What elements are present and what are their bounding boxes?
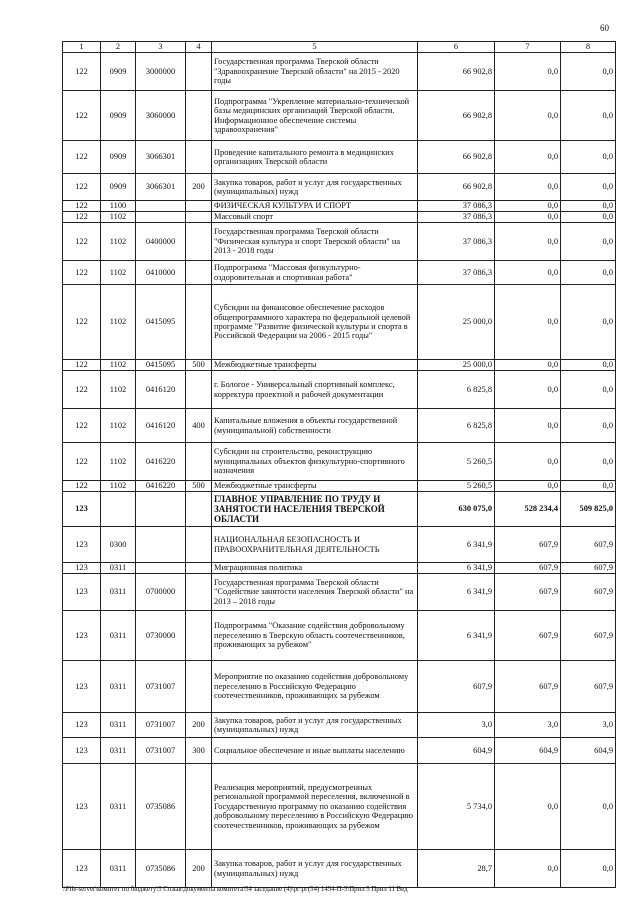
table-row: [63, 574, 616, 611]
expense-type-cell: 200: [186, 850, 212, 888]
header-cell: 5: [212, 42, 418, 53]
admin-code-cell: 122: [63, 261, 101, 285]
target-article-cell: 0416220: [136, 481, 186, 492]
target-article-cell: 0415095: [136, 285, 186, 360]
item-name-cell: Подпрограмма "Оказание содействия добровольному переселению в Тверскую область соотечественников, проживающих за рубежом": [212, 611, 418, 661]
table-row: [63, 409, 616, 443]
section-code-cell: 0300: [101, 527, 136, 563]
amount-cell: 0,0: [495, 409, 561, 443]
admin-code-cell: 123: [63, 713, 101, 738]
table-row: [63, 527, 616, 563]
target-article-cell: 3000000: [136, 53, 186, 91]
table-row: [63, 661, 616, 713]
table-row: [63, 360, 616, 371]
section-code-cell: 1102: [101, 212, 136, 223]
section-code-cell: 1102: [101, 481, 136, 492]
table-row: [63, 481, 616, 492]
admin-code-cell: 123: [63, 563, 101, 574]
item-name-cell: Субсидии на финансовое обеспечение расходов общепрограммного характера по федеральной целевой программе "Развитие физической культуры и спорта в Российской Федерации на 2006 - 2015 годы": [212, 285, 418, 360]
target-article-cell: 0730000: [136, 611, 186, 661]
budget-table: [62, 41, 616, 888]
amount-cell: 0,0: [495, 174, 561, 201]
item-name-cell: Социальное обеспечение и иные выплаты населению: [212, 738, 418, 764]
admin-code-cell: 122: [63, 409, 101, 443]
expense-type-cell: [186, 764, 212, 850]
table-body: [63, 53, 616, 888]
section-code-cell: 0909: [101, 141, 136, 174]
section-code-cell: 0909: [101, 53, 136, 91]
amount-cell: 0,0: [495, 141, 561, 174]
header-cell: 1: [63, 42, 101, 53]
target-article-cell: 3060000: [136, 91, 186, 141]
amount-cell: 0,0: [495, 201, 561, 212]
amount-cell: 37 086,3: [418, 261, 495, 285]
section-code-cell: 0311: [101, 563, 136, 574]
expense-type-cell: 500: [186, 481, 212, 492]
amount-cell: 0,0: [561, 764, 616, 850]
table-row: [63, 212, 616, 223]
section-code-cell: 1100: [101, 201, 136, 212]
admin-code-cell: 122: [63, 174, 101, 201]
item-name-cell: ГЛАВНОЕ УПРАВЛЕНИЕ ПО ТРУДУ И ЗАНЯТОСТИ НАСЕЛЕНИЯ ТВЕРСКОЙ ОБЛАСТИ: [212, 492, 418, 527]
item-name-cell: Государственная программа Тверской области "Здравоохранение Тверской области" на 2015 - 2020 годы: [212, 53, 418, 91]
amount-cell: 0,0: [561, 850, 616, 888]
item-name-cell: Государственная программа Тверской области "Содействие занятости населения Тверской области" на 2013 – 2018 годы: [212, 574, 418, 611]
file-path-footer: \\File-server\комитет по бюджету\5 Созыв\документы комитета\54 заседание (4)\рг\рг(54) 1454-П-5\Прил 5 Прил 11 Вед: [62, 886, 408, 893]
section-code-cell: 0311: [101, 713, 136, 738]
page-number: 60: [600, 23, 609, 33]
item-name-cell: Закупка товаров, работ и услуг для государственных (муниципальных) нужд: [212, 713, 418, 738]
amount-cell: 3,0: [418, 713, 495, 738]
expense-type-cell: [186, 527, 212, 563]
admin-code-cell: 123: [63, 738, 101, 764]
target-article-cell: [136, 563, 186, 574]
target-article-cell: 0416120: [136, 409, 186, 443]
admin-code-cell: 123: [63, 764, 101, 850]
section-code-cell: 1102: [101, 409, 136, 443]
amount-cell: 6 825,8: [418, 371, 495, 409]
amount-cell: 0,0: [561, 481, 616, 492]
amount-cell: 0,0: [561, 201, 616, 212]
table-row: [63, 285, 616, 360]
amount-cell: 66 902,8: [418, 141, 495, 174]
header-cell: 2: [101, 42, 136, 53]
expense-type-cell: [186, 492, 212, 527]
section-code-cell: 0311: [101, 764, 136, 850]
item-name-cell: Миграционная политика: [212, 563, 418, 574]
expense-type-cell: [186, 91, 212, 141]
amount-cell: 3,0: [561, 713, 616, 738]
section-code-cell: 1102: [101, 261, 136, 285]
amount-cell: 0,0: [495, 91, 561, 141]
target-article-cell: 0731007: [136, 661, 186, 713]
item-name-cell: НАЦИОНАЛЬНАЯ БЕЗОПАСНОСТЬ И ПРАВООХРАНИТЕЛЬНАЯ ДЕЯТЕЛЬНОСТЬ: [212, 527, 418, 563]
section-code-cell: 0311: [101, 850, 136, 888]
amount-cell: 0,0: [561, 285, 616, 360]
section-code-cell: 0909: [101, 91, 136, 141]
table-row: [63, 738, 616, 764]
expense-type-cell: [186, 285, 212, 360]
amount-cell: 0,0: [495, 371, 561, 409]
item-name-cell: Реализация мероприятий, предусмотренных региональной программой переселения, включенной в Государственную программу по оказанию содействия добровольному переселению в Российскую Федерацию соотечественников, проживающих за рубежом: [212, 764, 418, 850]
expense-type-cell: 200: [186, 713, 212, 738]
table-row: [63, 261, 616, 285]
amount-cell: 0,0: [561, 53, 616, 91]
header-cell: 6: [418, 42, 495, 53]
table-row: [63, 141, 616, 174]
amount-cell: 25 000,0: [418, 360, 495, 371]
admin-code-cell: 122: [63, 443, 101, 481]
table-row: [63, 443, 616, 481]
item-name-cell: Закупка товаров, работ и услуг для государственных (муниципальных) нужд: [212, 850, 418, 888]
amount-cell: 0,0: [561, 174, 616, 201]
amount-cell: 604,9: [561, 738, 616, 764]
amount-cell: 604,9: [495, 738, 561, 764]
amount-cell: 0,0: [561, 371, 616, 409]
target-article-cell: [136, 201, 186, 212]
amount-cell: 0,0: [495, 285, 561, 360]
amount-cell: 0,0: [495, 764, 561, 850]
section-code-cell: 0311: [101, 661, 136, 713]
amount-cell: 607,9: [418, 661, 495, 713]
section-code-cell: 0909: [101, 174, 136, 201]
table-row: [63, 91, 616, 141]
section-code-cell: [101, 492, 136, 527]
amount-cell: 0,0: [495, 223, 561, 261]
admin-code-cell: 122: [63, 212, 101, 223]
item-name-cell: Подпрограмма "Массовая физкультурно-оздоровительная и спортивная работа": [212, 261, 418, 285]
item-name-cell: Подпрограмма "Укрепление материально-технической базы медицинских организаций Тверской области. Информационное обеспечение системы здравоохранения": [212, 91, 418, 141]
expense-type-cell: 400: [186, 409, 212, 443]
amount-cell: 28,7: [418, 850, 495, 888]
amount-cell: 66 902,8: [418, 174, 495, 201]
amount-cell: 607,9: [561, 661, 616, 713]
amount-cell: 6 341,9: [418, 527, 495, 563]
amount-cell: 528 234,4: [495, 492, 561, 527]
table-row: [63, 201, 616, 212]
amount-cell: 0,0: [561, 261, 616, 285]
target-article-cell: 0731007: [136, 738, 186, 764]
amount-cell: 5 260,5: [418, 443, 495, 481]
target-article-cell: 0735086: [136, 764, 186, 850]
admin-code-cell: 122: [63, 285, 101, 360]
header-cell: 7: [495, 42, 561, 53]
target-article-cell: 0735086: [136, 850, 186, 888]
amount-cell: 0,0: [495, 261, 561, 285]
expense-type-cell: [186, 611, 212, 661]
section-code-cell: 1102: [101, 285, 136, 360]
header-row: [63, 42, 616, 53]
section-code-cell: 1102: [101, 360, 136, 371]
target-article-cell: 0416220: [136, 443, 186, 481]
amount-cell: 607,9: [495, 563, 561, 574]
admin-code-cell: 122: [63, 201, 101, 212]
admin-code-cell: 123: [63, 574, 101, 611]
amount-cell: 607,9: [561, 611, 616, 661]
amount-cell: 37 086,3: [418, 223, 495, 261]
table-row: [63, 611, 616, 661]
expense-type-cell: [186, 574, 212, 611]
admin-code-cell: 123: [63, 611, 101, 661]
amount-cell: 0,0: [495, 481, 561, 492]
table-row: [63, 371, 616, 409]
table-row: [63, 850, 616, 888]
amount-cell: 0,0: [495, 850, 561, 888]
expense-type-cell: 300: [186, 738, 212, 764]
item-name-cell: Межбюджетные трансферты: [212, 481, 418, 492]
amount-cell: 607,9: [561, 527, 616, 563]
amount-cell: 0,0: [561, 360, 616, 371]
item-name-cell: Капитальные вложения в объекты государственной (муниципальной) собственности: [212, 409, 418, 443]
amount-cell: 0,0: [495, 53, 561, 91]
section-code-cell: 0311: [101, 611, 136, 661]
section-code-cell: 1102: [101, 443, 136, 481]
amount-cell: 0,0: [495, 443, 561, 481]
expense-type-cell: [186, 661, 212, 713]
amount-cell: 0,0: [561, 443, 616, 481]
item-name-cell: Субсидии на строительство, реконструкцию муниципальных объектов физкультурно-спортивного назначения: [212, 443, 418, 481]
expense-type-cell: [186, 563, 212, 574]
table-row: [63, 713, 616, 738]
amount-cell: 630 075,0: [418, 492, 495, 527]
amount-cell: 607,9: [561, 574, 616, 611]
target-article-cell: 0416120: [136, 371, 186, 409]
section-code-cell: 1102: [101, 371, 136, 409]
admin-code-cell: 122: [63, 481, 101, 492]
table-row: [63, 223, 616, 261]
item-name-cell: Закупка товаров, работ и услуг для государственных (муниципальных) нужд: [212, 174, 418, 201]
amount-cell: 3,0: [495, 713, 561, 738]
amount-cell: 6 825,8: [418, 409, 495, 443]
expense-type-cell: [186, 223, 212, 261]
header-cell: 4: [186, 42, 212, 53]
amount-cell: 5 260,5: [418, 481, 495, 492]
amount-cell: 0,0: [561, 223, 616, 261]
amount-cell: 37 086,3: [418, 212, 495, 223]
table-row: [63, 492, 616, 527]
expense-type-cell: 200: [186, 174, 212, 201]
admin-code-cell: 122: [63, 141, 101, 174]
amount-cell: 509 825,0: [561, 492, 616, 527]
admin-code-cell: 122: [63, 360, 101, 371]
amount-cell: 0,0: [561, 409, 616, 443]
section-code-cell: 1102: [101, 223, 136, 261]
item-name-cell: г. Бологое - Универсальный спортивный комплекс, корректура проектной и рабочей документации: [212, 371, 418, 409]
expense-type-cell: [186, 443, 212, 481]
expense-type-cell: [186, 201, 212, 212]
target-article-cell: 0415095: [136, 360, 186, 371]
item-name-cell: Проведение капитального ремонта в медицинских организациях Тверской области: [212, 141, 418, 174]
amount-cell: 607,9: [495, 527, 561, 563]
amount-cell: 607,9: [495, 661, 561, 713]
amount-cell: 604,9: [418, 738, 495, 764]
amount-cell: 25 000,0: [418, 285, 495, 360]
expense-type-cell: [186, 261, 212, 285]
admin-code-cell: 123: [63, 492, 101, 527]
amount-cell: 6 341,9: [418, 574, 495, 611]
section-code-cell: 0311: [101, 574, 136, 611]
amount-cell: 0,0: [561, 141, 616, 174]
target-article-cell: [136, 527, 186, 563]
admin-code-cell: 122: [63, 53, 101, 91]
amount-cell: 0,0: [495, 360, 561, 371]
amount-cell: 0,0: [561, 212, 616, 223]
item-name-cell: Межбюджетные трансферты: [212, 360, 418, 371]
amount-cell: 6 341,9: [418, 563, 495, 574]
admin-code-cell: 122: [63, 223, 101, 261]
amount-cell: 0,0: [561, 91, 616, 141]
target-article-cell: 3066301: [136, 174, 186, 201]
item-name-cell: Массовый спорт: [212, 212, 418, 223]
expense-type-cell: 500: [186, 360, 212, 371]
target-article-cell: 0410000: [136, 261, 186, 285]
amount-cell: 607,9: [495, 574, 561, 611]
amount-cell: 607,9: [495, 611, 561, 661]
admin-code-cell: 122: [63, 371, 101, 409]
admin-code-cell: 122: [63, 91, 101, 141]
target-article-cell: 0700000: [136, 574, 186, 611]
expense-type-cell: [186, 212, 212, 223]
amount-cell: 37 086,3: [418, 201, 495, 212]
header-cell: 3: [136, 42, 186, 53]
item-name-cell: Государственная программа Тверской области "Физическая культура и спорт Тверской области" на 2013 - 2018 годы: [212, 223, 418, 261]
admin-code-cell: 123: [63, 527, 101, 563]
header-cell: 8: [561, 42, 616, 53]
target-article-cell: [136, 492, 186, 527]
amount-cell: 5 734,0: [418, 764, 495, 850]
amount-cell: 0,0: [495, 212, 561, 223]
admin-code-cell: 123: [63, 661, 101, 713]
amount-cell: 66 902,8: [418, 91, 495, 141]
table-row: [63, 174, 616, 201]
item-name-cell: Мероприятие по оказанию содействия добровольному переселению в Российскую Федерацию соотечественников, проживающих за рубежом: [212, 661, 418, 713]
amount-cell: 6 341,9: [418, 611, 495, 661]
expense-type-cell: [186, 53, 212, 91]
table-row: [63, 563, 616, 574]
amount-cell: 66 902,8: [418, 53, 495, 91]
table-row: [63, 764, 616, 850]
expense-type-cell: [186, 141, 212, 174]
target-article-cell: 0731007: [136, 713, 186, 738]
admin-code-cell: 123: [63, 850, 101, 888]
expense-type-cell: [186, 371, 212, 409]
target-article-cell: 3066301: [136, 141, 186, 174]
target-article-cell: [136, 212, 186, 223]
section-code-cell: 0311: [101, 738, 136, 764]
item-name-cell: ФИЗИЧЕСКАЯ КУЛЬТУРА И СПОРТ: [212, 201, 418, 212]
target-article-cell: 0400000: [136, 223, 186, 261]
amount-cell: 607,9: [561, 563, 616, 574]
table-row: [63, 53, 616, 91]
